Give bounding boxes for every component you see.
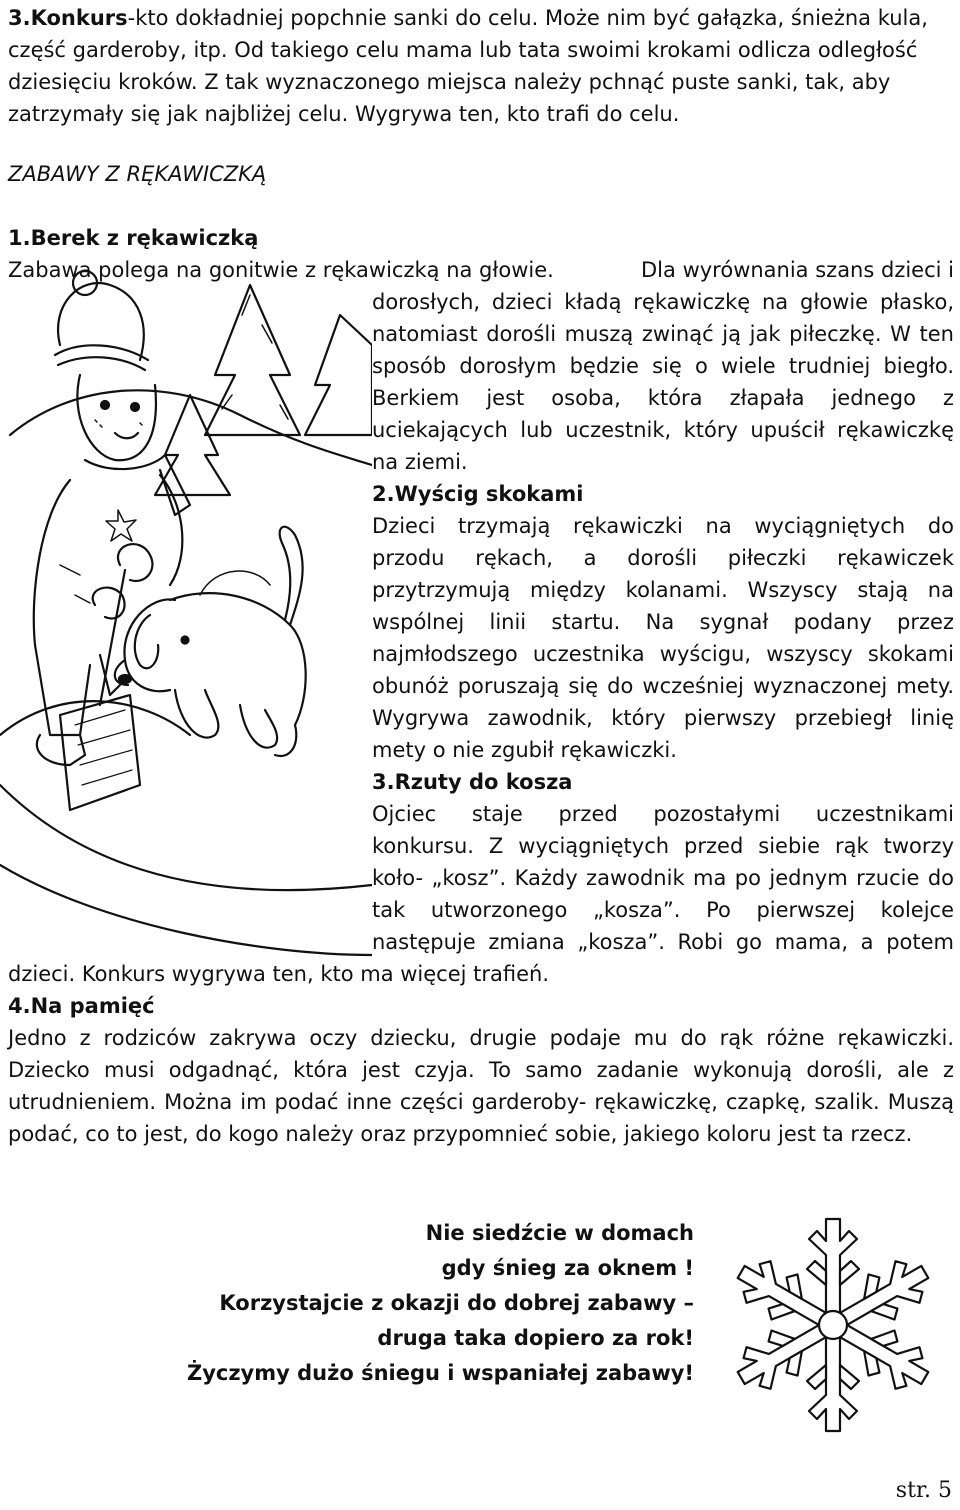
game2-title: 2.Wyścig skokami — [372, 482, 584, 506]
section3-text: -kto dokładniej popchnie sanki do celu. Może nim być gałązka, śnieżna kula, — [127, 6, 928, 30]
child-and-dog-illustration — [0, 265, 372, 965]
game1-line: natomiast dorośli muszą zwinąć ją jak piłeczkę. W ten — [372, 322, 954, 346]
game4-line: Jedno z rodziców zakrywa oczy dziecku, drugie podaje mu do rąk różne rękawiczki. — [8, 1026, 954, 1050]
closing-line: druga taka dopiero za rok! — [377, 1326, 694, 1350]
game3-line: konkursu. Z wyciągniętych przed siebie rąk tworzy — [372, 834, 954, 858]
game4-line: podać, co to jest, do kogo należy oraz przypomnieć sobie, jakiego koloru jest ta rzecz. — [8, 1122, 913, 1146]
game2-line: wspólnej linii startu. Na sygnał podany przez — [372, 610, 954, 634]
game3-line: następuje zmiana „kosza”. Robi go mama, a potem — [372, 930, 954, 954]
section3-line-3: dziesięciu kroków. Z tak wyznaczonego miejsca należy pchnąć puste sanki, tak, aby — [8, 70, 891, 94]
section3-line-2: część garderoby, itp. Od takiego celu mama lub tata swoimi krokami odlicza odległość — [8, 38, 918, 62]
game1-line: uciekających lub uczestnik, który upuścił rękawiczkę — [372, 418, 954, 442]
game3-line: tak utworzonego „kosza”. Po pierwszej kolejce — [372, 898, 954, 922]
game2-line: obunóż poruszają się do wcześniej wyznaczonej mety. — [372, 674, 954, 698]
closing-line: Nie siedźcie w domach — [425, 1221, 694, 1245]
game4-line: Dziecko musi odgadnąć, która jest czyja. To samo zadanie wykonują dorośli, ale z — [8, 1058, 954, 1082]
game2-line: najmłodszego uczestnika wyścigu, wszyscy skokami — [372, 642, 954, 666]
game3-last-line: dzieci. Konkurs wygrywa ten, kto ma więcej trafień. — [8, 962, 550, 986]
game4-title: 4.Na pamięć — [8, 994, 155, 1018]
game3-title: 3.Rzuty do kosza — [372, 770, 573, 794]
game2-line: przodu rękach, a dorośli piłeczki rękawiczek — [372, 546, 954, 570]
game2-line: mety o nie zgubił rękawiczki. — [372, 738, 677, 762]
game1-title: 1.Berek z rękawiczką — [8, 226, 259, 250]
heading: ZABAWY Z RĘKAWICZKĄ — [8, 162, 267, 186]
section3-line-1 — [8, 2, 928, 34]
game1-intro: Zabawa polega na gonitwie z rękawiczką na głowie. — [8, 258, 554, 282]
closing-line: Życzymy dużo śniegu i wspaniałej zabawy! — [186, 1361, 694, 1385]
game1-line: na ziemi. — [372, 450, 468, 474]
snowflake-icon — [712, 1205, 954, 1445]
game1-line: Berkiem jest osoba, która złapała jednego z — [372, 386, 954, 410]
game2-line: Dzieci trzymają rękawiczki na wyciągniętych do — [372, 514, 954, 538]
game2-line: przytrzymują między kolanami. Wszyscy stają na — [372, 578, 954, 602]
game1-line: sposób dorosłym będzie się o wiele trudniej biegło. — [372, 354, 954, 378]
page-number: str. 5 — [895, 1478, 952, 1503]
game3-line: koło- „kosz”. Każdy zawodnik ma po jednym rzucie do — [372, 866, 954, 890]
section3-title: 3.Konkurs — [8, 6, 128, 30]
game1-line: dorosłych, dzieci kładą rękawiczkę na głowie płasko, — [372, 290, 954, 314]
game1-intro-rest: Dla wyrównania szans dzieci i — [641, 258, 954, 282]
section3-line-4: zatrzymały się jak najbliżej celu. Wygrywa ten, kto trafi do celu. — [8, 102, 680, 126]
game3-line: Ojciec staje przed pozostałymi uczestnikami — [372, 802, 954, 826]
game2-line: Wygrywa zawodnik, który pierwszy przebiegł linię — [372, 706, 954, 730]
closing-line: Korzystajcie z okazji do dobrej zabawy – — [219, 1291, 694, 1315]
closing-line: gdy śnieg za oknem ! — [441, 1256, 694, 1280]
game4-line: utrudnieniem. Można im podać inne części garderoby- rękawiczkę, czapkę, szalik. Muszą — [8, 1090, 954, 1114]
